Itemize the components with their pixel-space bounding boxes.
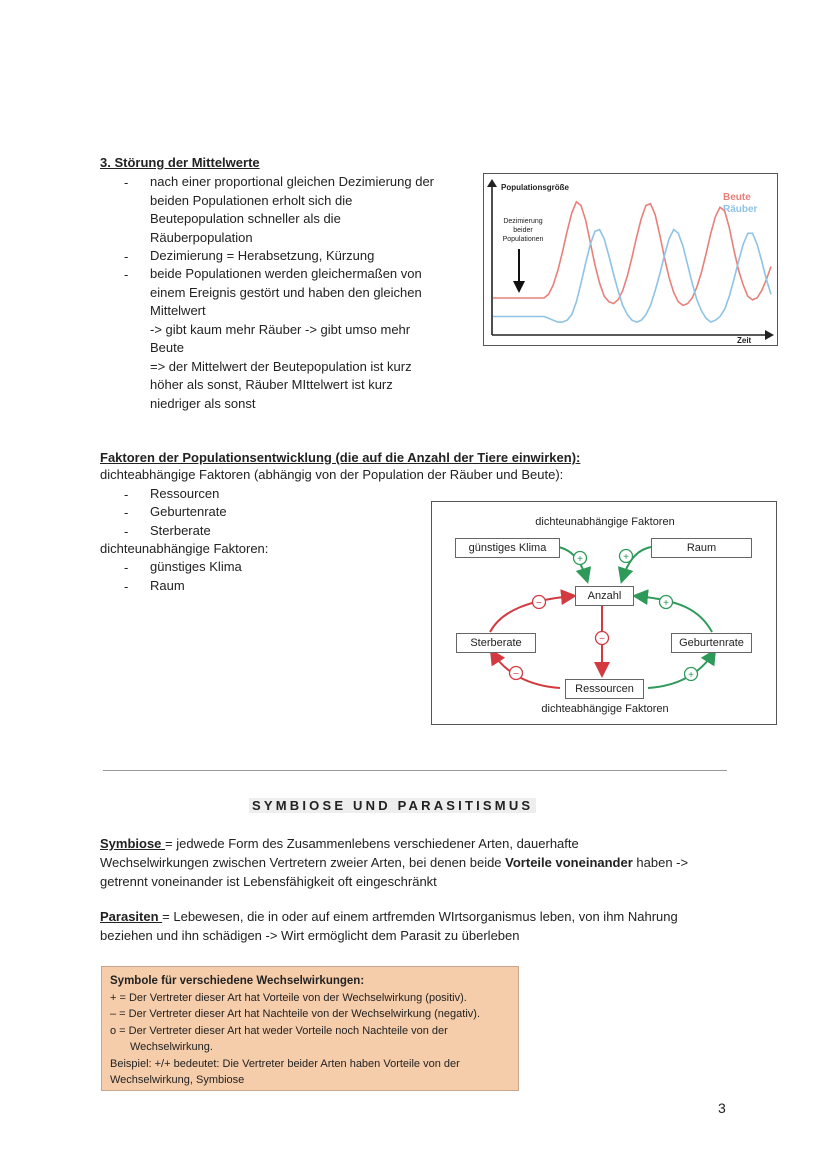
paragraph-line: getrennt voneinander ist Lebensfähigkeit oft eingeschränkt: [100, 874, 437, 889]
list-item: Geburtenrate: [150, 504, 227, 519]
symbol-line: Wechselwirkung.: [130, 1041, 213, 1053]
y-axis-label: Populationsgröße: [501, 183, 569, 192]
plus-icon: [574, 552, 587, 566]
node-sterberate: Sterberate: [456, 633, 536, 653]
symbol-line: o = Der Vertreter dieser Art hat weder Vorteile noch Nachteile von der: [110, 1024, 448, 1037]
node-geburtenrate: Geburtenrate: [671, 633, 752, 653]
emphasis-text: Vorteile voneinander: [505, 855, 633, 870]
svg-text:+: +: [663, 598, 669, 609]
page-number: 3: [718, 1100, 726, 1116]
bullet-dash: -: [124, 175, 129, 190]
svg-text:−: −: [599, 634, 605, 645]
bullet-line: beide Populationen werden gleichermaßen von: [150, 266, 422, 281]
bullet-dash: -: [124, 487, 129, 502]
bullet-dash: -: [124, 579, 129, 594]
dependent-factors-label: dichteabhängige Faktoren (abhängig von der Population der Räuber und Beute):: [100, 467, 564, 482]
section-heading-faktoren: Faktoren der Populationsentwicklung (die auf die Anzahl der Tiere einwirken):: [100, 450, 581, 465]
svg-text:−: −: [513, 669, 519, 680]
bullet-item: [150, 265, 422, 413]
symbol-box-title: Symbole für verschiedene Wechselwirkungen:: [110, 975, 365, 987]
symbol-line: Beispiel: +/+ bedeutet: Die Vertreter beider Arten haben Vorteile von der: [110, 1057, 460, 1070]
arrow-ressourcen-geburtenrate: [648, 652, 714, 688]
legend-beute: Beute: [723, 192, 751, 203]
paragraph-line: = jedwede Form des Zusammenlebens verschiedener Arten, dauerhafte: [165, 836, 579, 851]
svg-text:−: −: [536, 598, 542, 609]
bullet-line: -> gibt kaum mehr Räuber -> gibt umso mehr: [150, 321, 411, 337]
bullet-item: [150, 247, 374, 266]
paragraph-line: = Lebewesen, die in oder auf einem artfremden WIrtsorganismus leben, von ihm Nahrung: [162, 909, 678, 924]
symbiose-term: Symbiose: [100, 836, 166, 851]
bullet-dash: -: [124, 267, 129, 282]
bullet-line: Mittelwert: [150, 303, 206, 318]
bullet-line: Räuberpopulation: [150, 229, 253, 245]
arrow-sterberate-anzahl: [490, 596, 573, 632]
diagram-bottom-caption: dichteabhängige Faktoren: [541, 703, 669, 715]
list-item: Raum: [150, 578, 185, 593]
independent-factors-label: dichteunabhängige Faktoren:: [100, 541, 269, 556]
svg-text:+: +: [688, 670, 694, 681]
bullet-line: => der Mittelwert der Beutepopulation ist kurz: [150, 358, 412, 374]
list-item: Ressourcen: [150, 486, 220, 501]
bullet-line: Dezimierung = Herabsetzung, Kürzung: [150, 248, 375, 263]
symbol-line: + = Der Vertreter dieser Art hat Vorteile von der Wechselwirkung (positiv).: [110, 991, 467, 1004]
parasiten-term: Parasiten: [100, 909, 163, 924]
annotation-line: beider: [513, 227, 533, 234]
symbol-line: – = Der Vertreter dieser Art hat Nachteile von der Wechselwirkung (negativ).: [110, 1008, 480, 1020]
minus-icon: [533, 596, 546, 610]
svg-text:+: +: [577, 554, 583, 565]
plus-icon: [685, 668, 698, 682]
bullet-line: nach einer proportional gleichen Dezimierung der: [150, 174, 435, 189]
paragraph-line: beziehen und ihn schädigen -> Wirt ermöglicht dem Parasit zu überleben: [100, 928, 520, 943]
section-title-symbiose: SYMBIOSE UND PARASITISMUS: [249, 798, 536, 813]
bullet-line: Beutepopulation schneller als die: [150, 211, 341, 226]
annotation-line: Populationen: [502, 236, 544, 243]
symbiose-paragraph: [100, 834, 740, 891]
parasiten-paragraph: [100, 907, 740, 945]
arrow-geburtenrate-anzahl: [636, 596, 712, 632]
diagram-top-caption: dichteunabhängige Faktoren: [535, 516, 675, 528]
x-axis-label: Zeit: [737, 336, 752, 345]
factors-diagram: [431, 501, 777, 725]
node-klima: günstiges Klima: [455, 538, 560, 558]
minus-icon: [596, 632, 609, 646]
bullet-dash: -: [124, 524, 129, 539]
paragraph-line: haben ->: [632, 855, 689, 870]
bullet-line: höher als sonst, Räuber MIttelwert ist kurz: [150, 377, 393, 392]
section-heading-stoerung: 3. Störung der Mittelwerte: [100, 155, 260, 170]
bullet-dash: -: [124, 505, 129, 520]
list-item: Sterberate: [150, 523, 211, 538]
population-chart: [483, 173, 778, 346]
legend-raeuber: Räuber: [723, 204, 758, 215]
node-ressourcen: Ressourcen: [565, 679, 644, 699]
symbol-line: Wechselwirkung, Symbiose: [110, 1074, 245, 1086]
plus-icon: [660, 596, 673, 610]
node-anzahl: Anzahl: [575, 586, 634, 606]
list-item: günstiges Klima: [150, 559, 242, 574]
plus-icon: [620, 550, 633, 564]
annotation-line: Dezimierung: [503, 218, 543, 225]
arrow-ressourcen-sterberate: [492, 652, 560, 688]
bullet-dash: -: [124, 560, 129, 575]
paragraph-line: Wechselwirkungen zwischen Vertretern zweier Arten, bei denen beide: [100, 855, 506, 870]
node-raum: Raum: [651, 538, 752, 558]
symbol-info-box: [101, 966, 519, 1091]
bullet-line: einem Ereignis gestört und haben den gleichen: [150, 284, 422, 300]
divider: [103, 770, 727, 771]
bullet-dash: -: [124, 249, 129, 264]
bullet-line: niedriger als sonst: [150, 395, 256, 411]
minus-icon: [510, 667, 523, 681]
bullet-line: Beute: [150, 340, 184, 355]
bullet-item: [150, 173, 434, 247]
bullet-line: beiden Populationen erholt sich die: [150, 192, 353, 208]
svg-text:+: +: [623, 552, 629, 563]
